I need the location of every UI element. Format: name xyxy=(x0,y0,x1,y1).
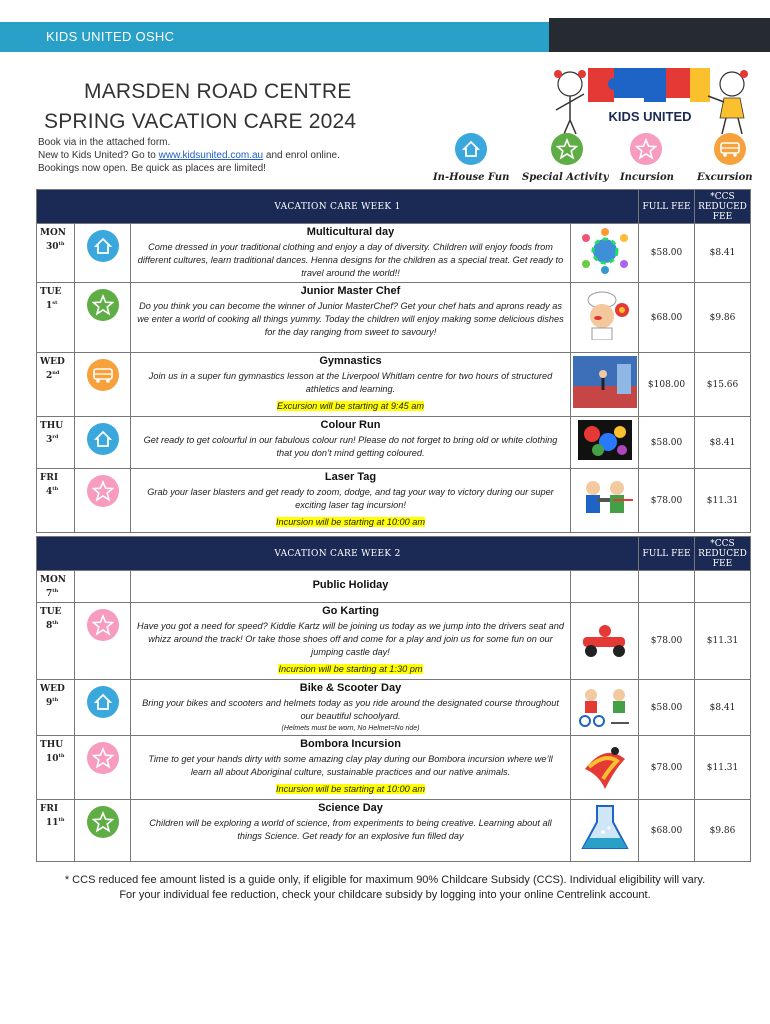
ccs-fee: $9.86 xyxy=(695,800,751,862)
activity-image xyxy=(571,680,639,736)
table-row xyxy=(37,224,751,283)
table-row xyxy=(37,680,751,736)
bus-icon xyxy=(87,359,119,391)
activity-description: Time to get your hands dirty with some amazing clay play during our Bombora incursion where we’ll learn all about Aboriginal culture, sustainable practices and our native animals. xyxy=(148,754,553,777)
day-name: TUE xyxy=(40,287,62,297)
table-row xyxy=(37,469,751,533)
day-cell xyxy=(37,800,75,862)
star-icon xyxy=(87,289,119,321)
day-cell xyxy=(37,603,75,680)
icon-cell xyxy=(75,353,131,417)
day-name: FRI xyxy=(40,804,59,814)
intro-text xyxy=(38,136,340,175)
ccs-fee: $8.41 xyxy=(695,680,751,736)
activity-description: Join us in a super fun gymnastics lesson at the Liverpool Whitlam centre for two hours of structured athletics and learning. xyxy=(148,371,553,394)
activity-cell xyxy=(131,224,571,283)
kids-united-logo xyxy=(548,62,753,136)
activity-note: Incursion will be starting at 10:00 am xyxy=(275,517,426,527)
icon-cell xyxy=(75,224,131,283)
intro-line2-prefix: New to Kids United? Go to xyxy=(38,150,159,161)
week2-ccs-fee-header: *CCS REDUCED FEE xyxy=(695,537,751,571)
house-icon xyxy=(87,230,119,262)
ccs-fee: $9.86 xyxy=(695,283,751,353)
icon-cell xyxy=(75,571,131,603)
colour-splash-image xyxy=(578,420,632,460)
activity-image xyxy=(571,353,639,417)
day-cell xyxy=(37,417,75,469)
brand-name: KIDS UNITED OSHC xyxy=(46,29,175,44)
day-date: 8 xyxy=(46,621,53,631)
activity-description: Come dressed in your traditional clothing and enjoy a day of diversity. Children will enjoy foods from different cultures, learn traditional dances. Henna designs for the children as a special treat. Get ready to travel around the world!! xyxy=(137,242,564,278)
ccs-fee xyxy=(695,571,751,603)
bombora-image xyxy=(575,739,635,791)
day-name: MON xyxy=(40,575,67,585)
science-flask-image xyxy=(577,802,633,854)
activity-title: Laser Tag xyxy=(324,471,377,483)
ccs-fee: $8.41 xyxy=(695,224,751,283)
icon-cell xyxy=(75,680,131,736)
logo-text: KIDS UNITED xyxy=(608,109,692,124)
activity-cell xyxy=(131,603,571,680)
activity-cell xyxy=(131,417,571,469)
day-cell xyxy=(37,680,75,736)
star-icon xyxy=(87,806,119,838)
activity-cell xyxy=(131,736,571,800)
activity-title: Public Holiday xyxy=(312,579,389,591)
ccs-fee: $8.41 xyxy=(695,417,751,469)
intro-line2 xyxy=(38,149,340,162)
table-row xyxy=(37,417,751,469)
day-name: FRI xyxy=(40,473,59,483)
week2-table xyxy=(36,536,751,862)
star-icon xyxy=(551,133,583,165)
activity-cell xyxy=(131,571,571,603)
day-name: THU xyxy=(40,421,64,431)
table-row xyxy=(37,736,751,800)
go-kart-image xyxy=(575,619,635,659)
week1-title: VACATION CARE WEEK 1 xyxy=(37,190,639,224)
day-suffix: th xyxy=(52,486,59,492)
full-fee xyxy=(639,571,695,603)
activity-image xyxy=(571,417,639,469)
activity-description: Have you got a need for speed? Kiddie Kartz will be joining us today as we jump into the drivers seat and whizz around the track! Or take those shoes off and come for a play and join us for some fun on our jumping castle day! xyxy=(137,621,564,657)
day-date: 11 xyxy=(46,818,59,828)
full-fee: $108.00 xyxy=(639,353,695,417)
activity-image xyxy=(571,603,639,680)
activity-image xyxy=(571,224,639,283)
page-title-line1: MARSDEN ROAD CENTRE xyxy=(84,80,352,103)
house-icon xyxy=(455,133,487,165)
day-date: 3 xyxy=(46,435,53,445)
table-row xyxy=(37,800,751,862)
star-icon xyxy=(87,475,119,507)
activity-small-note: (Helmets must be worn, No Helmet=No ride) xyxy=(281,725,420,732)
legend-label-inhouse: In-House Fun xyxy=(433,172,510,183)
activity-description: Get ready to get colourful in our fabulous colour run! Please do not forget to bring old or white clothing that you don’t mind getting coloured. xyxy=(143,435,558,458)
globe-kids-image xyxy=(578,228,632,274)
activity-description: Grab your laser blasters and get ready to zoom, dodge, and tag your way to victory during our super exciting laser tag incursion! xyxy=(147,487,554,510)
day-date: 10 xyxy=(46,754,59,764)
full-fee: $58.00 xyxy=(639,417,695,469)
activity-title: Go Karting xyxy=(322,605,379,617)
ccs-fee: $11.31 xyxy=(695,736,751,800)
day-name: WED xyxy=(40,684,65,694)
week1-ccs-fee-header: *CCS REDUCED FEE xyxy=(695,190,751,224)
activity-title: Science Day xyxy=(318,802,383,814)
intro-line3: Bookings now open. Be quick as places are limited! xyxy=(38,163,266,174)
legend-label-special: Special Activity xyxy=(522,172,609,183)
ccs-fee: $15.66 xyxy=(695,353,751,417)
week2-full-fee-header: FULL FEE xyxy=(639,537,695,571)
activity-image xyxy=(571,469,639,533)
star-icon xyxy=(630,133,662,165)
top-banner xyxy=(0,0,770,52)
ccs-footnote xyxy=(30,873,740,903)
activity-title: Bombora Incursion xyxy=(300,738,401,750)
full-fee: $78.00 xyxy=(639,603,695,680)
full-fee: $68.00 xyxy=(639,800,695,862)
day-suffix: th xyxy=(52,697,59,703)
activity-description: Children will be exploring a world of science, from experiments to being creative. Learning about all things Science. Get ready for an explosive fun filled day xyxy=(149,818,552,841)
star-icon xyxy=(87,609,119,641)
ccs-fee: $11.31 xyxy=(695,469,751,533)
dark-bar xyxy=(549,18,770,52)
bike-scooter-image xyxy=(575,683,635,727)
page-title-line2: SPRING VACATION CARE 2024 xyxy=(44,110,357,133)
day-date: 1 xyxy=(46,301,53,311)
day-cell xyxy=(37,736,75,800)
icon-cell xyxy=(75,417,131,469)
activity-title: Junior Master Chef xyxy=(300,285,401,297)
day-suffix: th xyxy=(58,817,65,823)
star-icon xyxy=(87,742,119,774)
day-date: 4 xyxy=(46,487,53,497)
day-name: WED xyxy=(40,357,65,367)
activity-cell xyxy=(131,800,571,862)
day-cell xyxy=(37,353,75,417)
day-date: 2 xyxy=(46,371,53,381)
activity-note: Incursion will be starting at 1:30 pm xyxy=(278,664,423,674)
day-date: 7 xyxy=(46,589,53,599)
table-row xyxy=(37,571,751,603)
house-icon xyxy=(87,423,119,455)
laser-tag-image xyxy=(575,474,635,522)
day-cell xyxy=(37,283,75,353)
chef-image xyxy=(578,290,632,340)
day-cell xyxy=(37,571,75,603)
day-suffix: th xyxy=(58,241,65,247)
full-fee: $78.00 xyxy=(639,736,695,800)
full-fee: $68.00 xyxy=(639,283,695,353)
activity-title: Gymnastics xyxy=(319,355,382,367)
day-cell xyxy=(37,224,75,283)
activity-cell xyxy=(131,353,571,417)
day-suffix: th xyxy=(52,588,59,594)
ccs-fee: $11.31 xyxy=(695,603,751,680)
full-fee: $58.00 xyxy=(639,224,695,283)
icon-cell xyxy=(75,800,131,862)
activity-image xyxy=(571,736,639,800)
activity-description: Do you think you can become the winner of Junior MasterChef? Get your chef hats and aprons ready as we enter a world of cooking all things yummy. Today the children will enjoy making some delicious dishes for the day ranging from sweet to savoury! xyxy=(137,301,564,337)
table-row xyxy=(37,353,751,417)
footnote-line2: For your individual fee reduction, check your childcare subsidy by logging into your online Centrelink account. xyxy=(119,889,651,901)
footnote-line1: * CCS reduced fee amount listed is a guide only, if eligible for maximum 90% Childcare Subsidy (CCS). Individual eligibility will vary. xyxy=(64,874,706,886)
activity-cell xyxy=(131,680,571,736)
activity-cell xyxy=(131,469,571,533)
icon-cell xyxy=(75,603,131,680)
house-icon xyxy=(87,686,119,718)
intro-line2-suffix: and enrol online. xyxy=(263,150,340,161)
icon-cell xyxy=(75,469,131,533)
day-name: MON xyxy=(40,228,67,238)
week1-full-fee-header: FULL FEE xyxy=(639,190,695,224)
gymnastics-image xyxy=(573,356,637,408)
icon-cell xyxy=(75,736,131,800)
day-name: THU xyxy=(40,740,64,750)
table-row xyxy=(37,283,751,353)
day-date: 30 xyxy=(46,242,59,252)
day-suffix: st xyxy=(52,300,58,306)
activity-image xyxy=(571,283,639,353)
week2-title: VACATION CARE WEEK 2 xyxy=(37,537,639,571)
full-fee: $58.00 xyxy=(639,680,695,736)
intro-line1: Book via in the attached form. xyxy=(38,137,171,148)
activity-image xyxy=(571,571,639,603)
legend-label-incursion: Incursion xyxy=(620,172,674,183)
week1-table xyxy=(36,189,751,533)
day-cell xyxy=(37,469,75,533)
full-fee: $78.00 xyxy=(639,469,695,533)
day-date: 9 xyxy=(46,698,53,708)
activity-note: Incursion will be starting at 10:00 am xyxy=(275,784,426,794)
icon-cell xyxy=(75,283,131,353)
activity-title: Bike & Scooter Day xyxy=(299,682,402,694)
activity-title: Multicultural day xyxy=(306,226,395,238)
activity-image xyxy=(571,800,639,862)
website-link[interactable]: www.kidsunited.com.au xyxy=(158,150,264,161)
bus-icon xyxy=(714,133,746,165)
day-suffix: rd xyxy=(52,434,59,440)
activity-title: Colour Run xyxy=(320,419,381,431)
activity-description: Bring your bikes and scooters and helmets today as you ride around the designated course throughout our beautiful schoolyard. xyxy=(142,698,559,721)
legend-label-excursion: Excursion xyxy=(697,172,753,183)
brand-bar xyxy=(0,22,549,52)
activity-cell xyxy=(131,283,571,353)
day-suffix: th xyxy=(58,753,65,759)
activity-note: Excursion will be starting at 9:45 am xyxy=(276,401,425,411)
day-name: TUE xyxy=(40,607,62,617)
day-suffix: nd xyxy=(52,370,60,376)
day-suffix: th xyxy=(52,620,59,626)
table-row xyxy=(37,603,751,680)
